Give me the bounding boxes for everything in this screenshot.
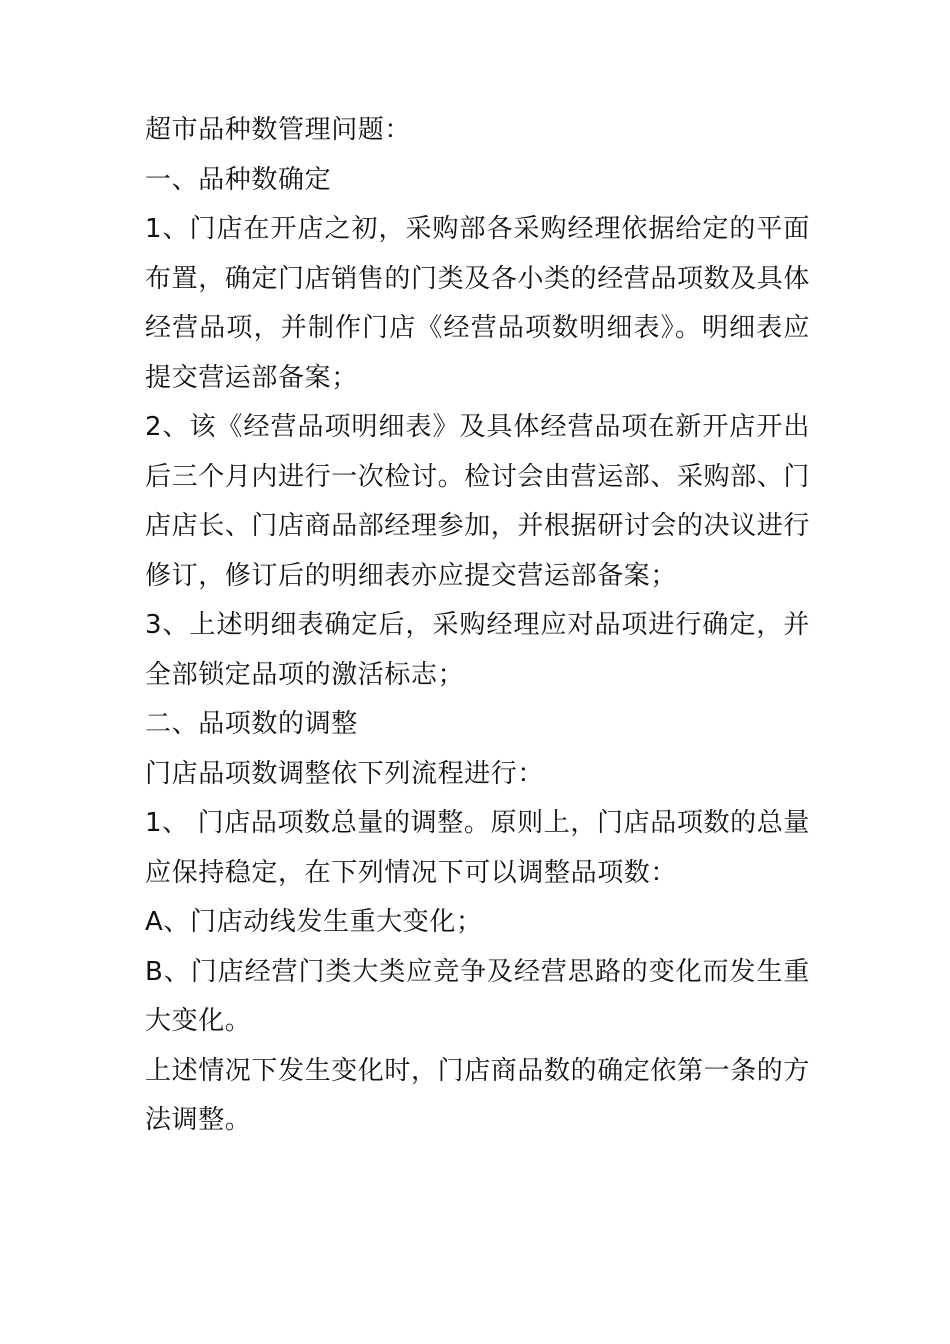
section-heading-2: 二、品项数的调整 — [145, 709, 358, 739]
paragraph-item-1-2: 2、该《经营品项明细表》及具体经营品项在新开店开出后三个月内进行一次检讨。检讨会由营运部、采购部、门店店长、门店商品部经理参加，并根据研讨会的决议进行修订，修订后的明细表亦应提交营运部备案； — [145, 412, 811, 591]
section-heading-1: 一、品种数确定 — [145, 164, 332, 195]
document-body — [145, 106, 810, 1146]
section-2-intro: 门店品项数调整依下列流程进行： — [145, 758, 545, 789]
paragraph-item-2-b: B、门店经营门类大类应竞争及经营思路的变化而发生重大变化。 — [145, 956, 810, 1036]
paragraph-item-1-3: 3、上述明细表确定后，采购经理应对品项进行确定，并全部锁定品项的激活标志； — [145, 610, 810, 690]
closing-paragraph: 上述情况下发生变化时，门店商品数的确定依第一条的方法调整。 — [145, 1055, 811, 1135]
paragraph-item-2-a: A、门店动线发生重大变化； — [145, 907, 483, 937]
document-title: 超市品种数管理问题： — [145, 115, 412, 145]
paragraph-item-1-1: 1、门店在开店之初，采购部各采购经理依据给定的平面布置，确定门店销售的门类及各小类的经营品项数及具体经营品项，并制作门店《经营品项数明细表》。明细表应提交营运部备案； — [145, 214, 811, 393]
paragraph-item-2-1: 1、 门店品项数总量的调整。原则上，门店品项数的总量应保持稳定，在下列情况下可以调整品项数： — [145, 808, 810, 888]
